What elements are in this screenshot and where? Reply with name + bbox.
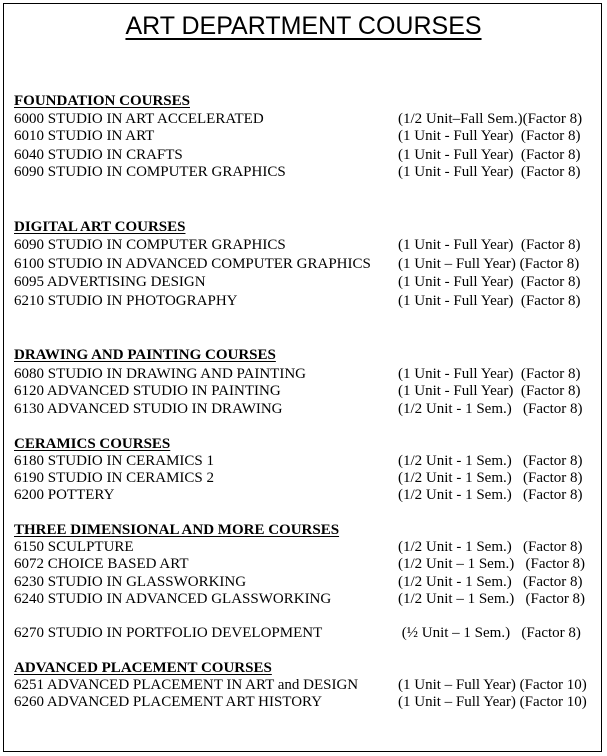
course-detail: (½ Unit – 1 Sem.) (Factor 8) [398,625,581,641]
section-heading-foundation: FOUNDATION COURSES [14,93,190,109]
course-detail: (1 Unit - Full Year) (Factor 8) [398,274,581,290]
course-name: 6072 CHOICE BASED ART [14,556,189,572]
course-detail: (1 Unit – Full Year) (Factor 8) [398,256,580,272]
course-name: 6120 ADVANCED STUDIO IN PAINTING [14,383,281,399]
course-detail: (1 Unit - Full Year) (Factor 8) [398,293,581,309]
course-detail: (1/2 Unit - 1 Sem.) (Factor 8) [398,401,583,417]
course-detail: (1 Unit - Full Year) (Factor 8) [398,383,581,399]
course-detail: (1 Unit - Full Year) (Factor 8) [398,366,581,382]
section-heading-drawing-painting: DRAWING AND PAINTING COURSES [14,347,276,363]
course-detail: (1 Unit - Full Year) (Factor 8) [398,237,581,253]
course-name: 6090 STUDIO IN COMPUTER GRAPHICS [14,164,286,180]
section-heading-ceramics: CERAMICS COURSES [14,436,171,452]
section-heading-three-dimensional: THREE DIMENSIONAL AND MORE COURSES [14,522,340,538]
course-name: 6180 STUDIO IN CERAMICS 1 [14,453,215,469]
course-name: 6095 ADVERTISING DESIGN [14,274,206,290]
course-detail: (1/2 Unit - 1 Sem.) (Factor 8) [398,574,583,590]
course-name: 6090 STUDIO IN COMPUTER GRAPHICS [14,237,286,253]
course-detail: (1/2 Unit - 1 Sem.) (Factor 8) [398,539,583,555]
course-name: 6260 ADVANCED PLACEMENT ART HISTORY [14,694,323,710]
course-detail: (1/2 Unit - 1 Sem.) (Factor 8) [398,470,583,486]
course-name: 6200 POTTERY [14,487,115,503]
section-heading-advanced-placement: ADVANCED PLACEMENT COURSES [14,660,272,676]
course-name: 6000 STUDIO IN ART ACCELERATED [14,111,264,127]
course-detail: (1/2 Unit–Fall Sem.)(Factor 8) [398,111,583,127]
course-name: 6240 STUDIO IN ADVANCED GLASSWORKING [14,591,332,607]
page-title: ART DEPARTMENT COURSES [125,12,482,40]
course-detail: (1 Unit - Full Year) (Factor 8) [398,147,581,163]
course-detail: (1/2 Unit – 1 Sem.) (Factor 8) [398,556,586,572]
course-name: 6190 STUDIO IN CERAMICS 2 [14,470,215,486]
course-detail: (1 Unit - Full Year) (Factor 8) [398,164,581,180]
course-name: 6270 STUDIO IN PORTFOLIO DEVELOPMENT [14,625,323,641]
course-name: 6230 STUDIO IN GLASSWORKING [14,574,247,590]
course-name: 6080 STUDIO IN DRAWING AND PAINTING [14,366,306,382]
course-name: 6210 STUDIO IN PHOTOGRAPHY [14,293,238,309]
section-heading-digital-art: DIGITAL ART COURSES [14,219,186,235]
course-detail: (1 Unit – Full Year) (Factor 10) [398,694,587,710]
course-name: 6150 SCULPTURE [14,539,134,555]
course-name: 6130 ADVANCED STUDIO IN DRAWING [14,401,283,417]
course-detail: (1/2 Unit - 1 Sem.) (Factor 8) [398,487,583,503]
course-name: 6010 STUDIO IN ART [14,128,155,144]
course-name: 6100 STUDIO IN ADVANCED COMPUTER GRAPHICS [14,256,371,272]
course-detail: (1/2 Unit – 1 Sem.) (Factor 8) [398,591,586,607]
course-name: 6040 STUDIO IN CRAFTS [14,147,183,163]
course-detail: (1 Unit - Full Year) (Factor 8) [398,128,581,144]
course-detail: (1/2 Unit - 1 Sem.) (Factor 8) [398,453,583,469]
course-detail: (1 Unit – Full Year) (Factor 10) [398,677,587,693]
course-name: 6251 ADVANCED PLACEMENT IN ART and DESIGN [14,677,359,693]
